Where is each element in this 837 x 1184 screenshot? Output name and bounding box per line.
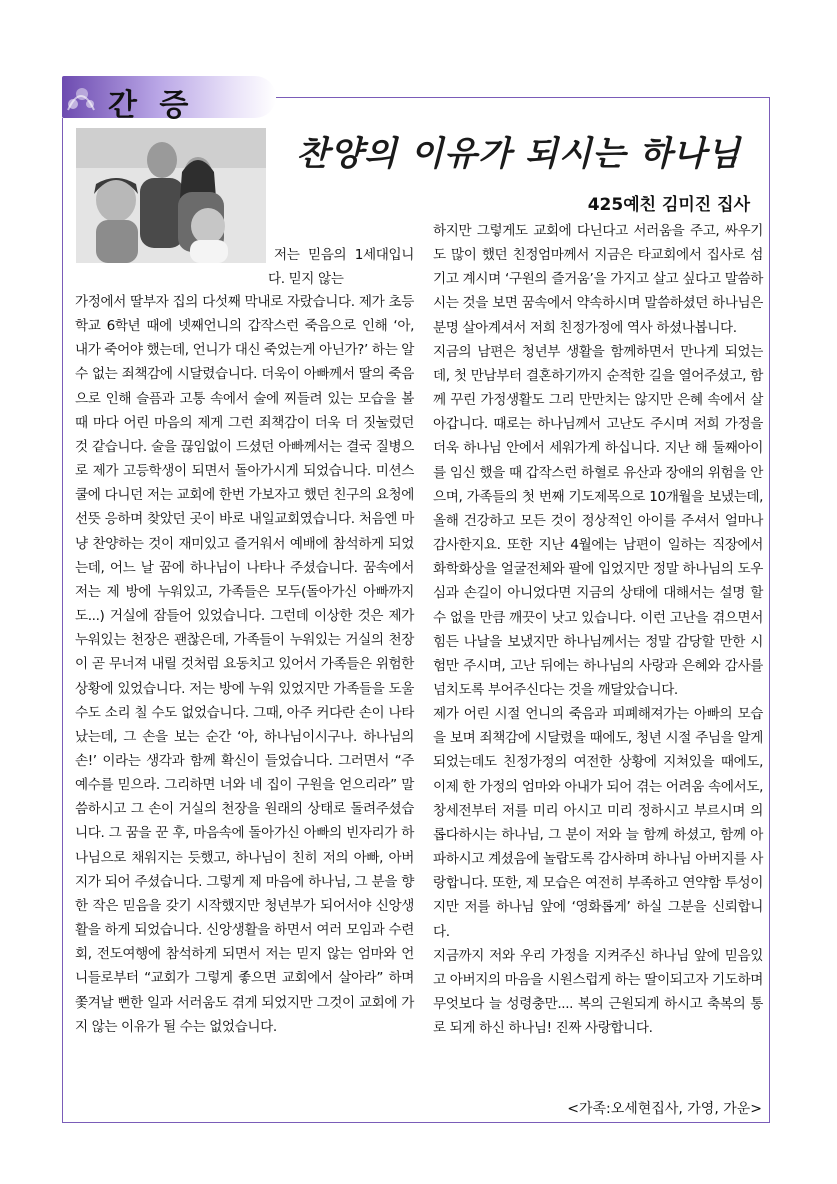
section-title: 간 증 bbox=[108, 88, 195, 123]
frame-border-right bbox=[769, 97, 770, 1122]
article-right-column bbox=[433, 219, 763, 1040]
article-left-column bbox=[75, 290, 414, 1039]
family-photo bbox=[76, 128, 266, 263]
article-family-note: <가족:오세현집사, 가영, 가운> bbox=[567, 1101, 762, 1117]
family-photo-icon bbox=[76, 128, 266, 263]
article-byline: 425예친 김미진 집사 bbox=[587, 195, 750, 215]
right-paragraph-2: 지금의 남편은 청년부 생활을 함께하면서 만나게 되었는데, 첫 만남부터 결혼하기까지 순적한 길을 열어주셨고, 함께 꾸린 가정생활도 그리 만만치는 않지만 은혜 속에서 살아갑니다. 때로는 하나님께서 고난도 주시며 저희 가정을 더욱 하나님 안에서 세워가게 하십니다. 지난 해 둘째아이를 임신 했을 때 갑작스런 하혈로 유산과 장애의 위험을 안으며, 가족들의 첫 번째 기도제목으로 10개월을 보냈는데, 올해 건강하고 모든 것이 정상적인 아이를 주셔서 얼마나 감사한지요. 또한 지난 4월에는 남편이 일하는 직장에서 화학화상을 얼굴전체와 팔에 입었지만 정말 하나님의 도우심과 손길이 아니었다면 지금의 상태에 대해서는 설명 할 수 없을 만큼 깨끗이 낫고 있습니다. 이런 고난을 겪으면서 힘든 나날을 보냈지만 하나님께서는 정말 감당할 만한 시험만 주시며, 고난 뒤에는 하나님의 사랑과 은혜와 감사를 넘치도록 부어주신다는 것을 깨달았습니다. bbox=[433, 343, 763, 698]
article-intro-text bbox=[268, 243, 414, 291]
deco-leaf-icon bbox=[64, 80, 98, 114]
frame-border-top bbox=[276, 97, 770, 98]
article-headline: 찬양의 이유가 되시는 하나님 bbox=[296, 134, 741, 174]
frame-border-left bbox=[62, 118, 63, 1122]
right-paragraph-4: 지금까지 저와 우리 가정을 지켜주신 하나님 앞에 믿음있고 아버지의 마음을 시원스럽게 하는 딸이되고자 기도하며 무엇보다 늘 성령충만.... 복의 근원되게 하시고 축복의 통로 되게 하신 하나님! 진짜 사랑합니다. bbox=[433, 947, 763, 1037]
frame-border-bottom bbox=[62, 1122, 770, 1123]
intro-paragraph: 저는 믿음의 1세대입니다. 믿지 않는 bbox=[268, 247, 414, 288]
right-paragraph-3: 제가 어린 시절 언니의 죽음과 피폐해져가는 아빠의 모습을 보며 죄책감에 시달렸을 때에도, 청년 시절 주님을 알게 되었는데도 친정가정의 여전한 상황에 지쳐있을 때에도, 이제 한 가정의 엄마와 아내가 되어 겪는 어려움 속에서도, 창세전부터 저를 미리 아시고 미리 정하시고 부르시며 의롭다하시는 하나님, 그 분이 저와 늘 함께 하셨고, 함께 아파하시고 계셨음에 놀랍도록 감사하며 하나님 아버지를 사랑합니다. 또한, 제 모습은 여전히 부족하고 연약함 투성이지만 저를 하나님 앞에 ‘영화롭게’ 하실 그분을 신뢰합니다. bbox=[433, 706, 763, 940]
left-column-paragraph: 가정에서 딸부자 집의 다섯째 막내로 자랐습니다. 제가 초등학교 6학년 때에 넷째언니의 갑작스런 죽음으로 인해 ‘아, 내가 죽어야 했는데, 언니가 대신 죽었는게 아닌가?’ 하는 알 수 없는 죄책감에 시달렸습니다. 더욱이 아빠께서 딸의 죽음으로 인해 슬픔과 고통 속에서 술에 찌들려 있는 모습을 볼 때 마다 어린 마음의 제게 그런 죄책감이 더욱 더 짓눌렀던 것 같습니다. 술을 끊임없이 드셨던 아빠께서는 결국 질병으로 제가 고등학생이 되면서 돌아가시게 되었습니다. 미션스쿨에 다니던 저는 교회에 한번 가보자고 했던 친구의 요청에 선뜻 응하며 찾았던 곳이 바로 내일교회였습니다. 처음엔 마냥 찬양하는 것이 재미있고 즐거워서 예배에 참석하게 되었는데, 어느 날 꿈에 하나님이 나타나 주셨습니다. 꿈속에서 저는 제 방에 누워있고, 가족들은 모두(돌아가신 아빠까지도...) 거실에 잠들어 있었습니다. 그런데 이상한 것은 제가 누워있는 천장은 괜찮은데, 가족들이 누워있는 거실의 천장이 곧 무너져 내릴 것처럼 요동치고 있어서 가족들은 위험한 상황에 있었습니다. 저는 방에 누워 있었지만 가족들을 도울 수도 소리 칠 수도 없었습니다. 그때, 아주 커다란 손이 나타났는데, 그 손을 보는 순간 ‘아, 하나님이시구나. 하나님의 손!’ 이라는 생각과 함께 확신이 들었습니다. 그러면서 “주 예수를 믿으라. 그리하면 너와 네 집이 구원을 얻으리라” 말씀하시고 그 손이 거실의 천장을 원래의 상태로 돌려주셨습니다. 그 꿈을 꾼 후, 마음속에 돌아가신 아빠의 빈자리가 하나님으로 채워지는 듯했고, 하나님이 친히 저의 아빠, 아버지가 되어 주셨습니다. 그렇게 제 마음에 하나님, 그 분을 향한 작은 믿음을 갖기 시작했지만 청년부가 되어서야 신앙생활을 하게 되었습니다. 신앙생활을 하면서 여러 모임과 수련회, 전도여행에 참석하게 되면서 저는 믿지 않는 엄마와 언니들로부터 “교회가 그렇게 좋으면 교회에서 살아라” 하며 쫓겨날 뻔한 일과 서러움도 겪게 되었지만 그것이 교회에 가지 않는 이유가 될 수는 없었습니다. bbox=[75, 294, 414, 1035]
right-paragraph-1: 하지만 그렇게도 교회에 다닌다고 서러움을 주고, 싸우기도 많이 했던 친정엄마께서 지금은 타교회에서 집사로 섬기고 계시며 ‘구원의 즐거움’을 가지고 살고 싶다고 말씀하시는 것을 보면 꿈속에서 약속하시며 말씀하셨던 하나님은 분명 살아계셔서 저희 친정가정에 역사 하셨나봅니다. bbox=[433, 223, 763, 336]
